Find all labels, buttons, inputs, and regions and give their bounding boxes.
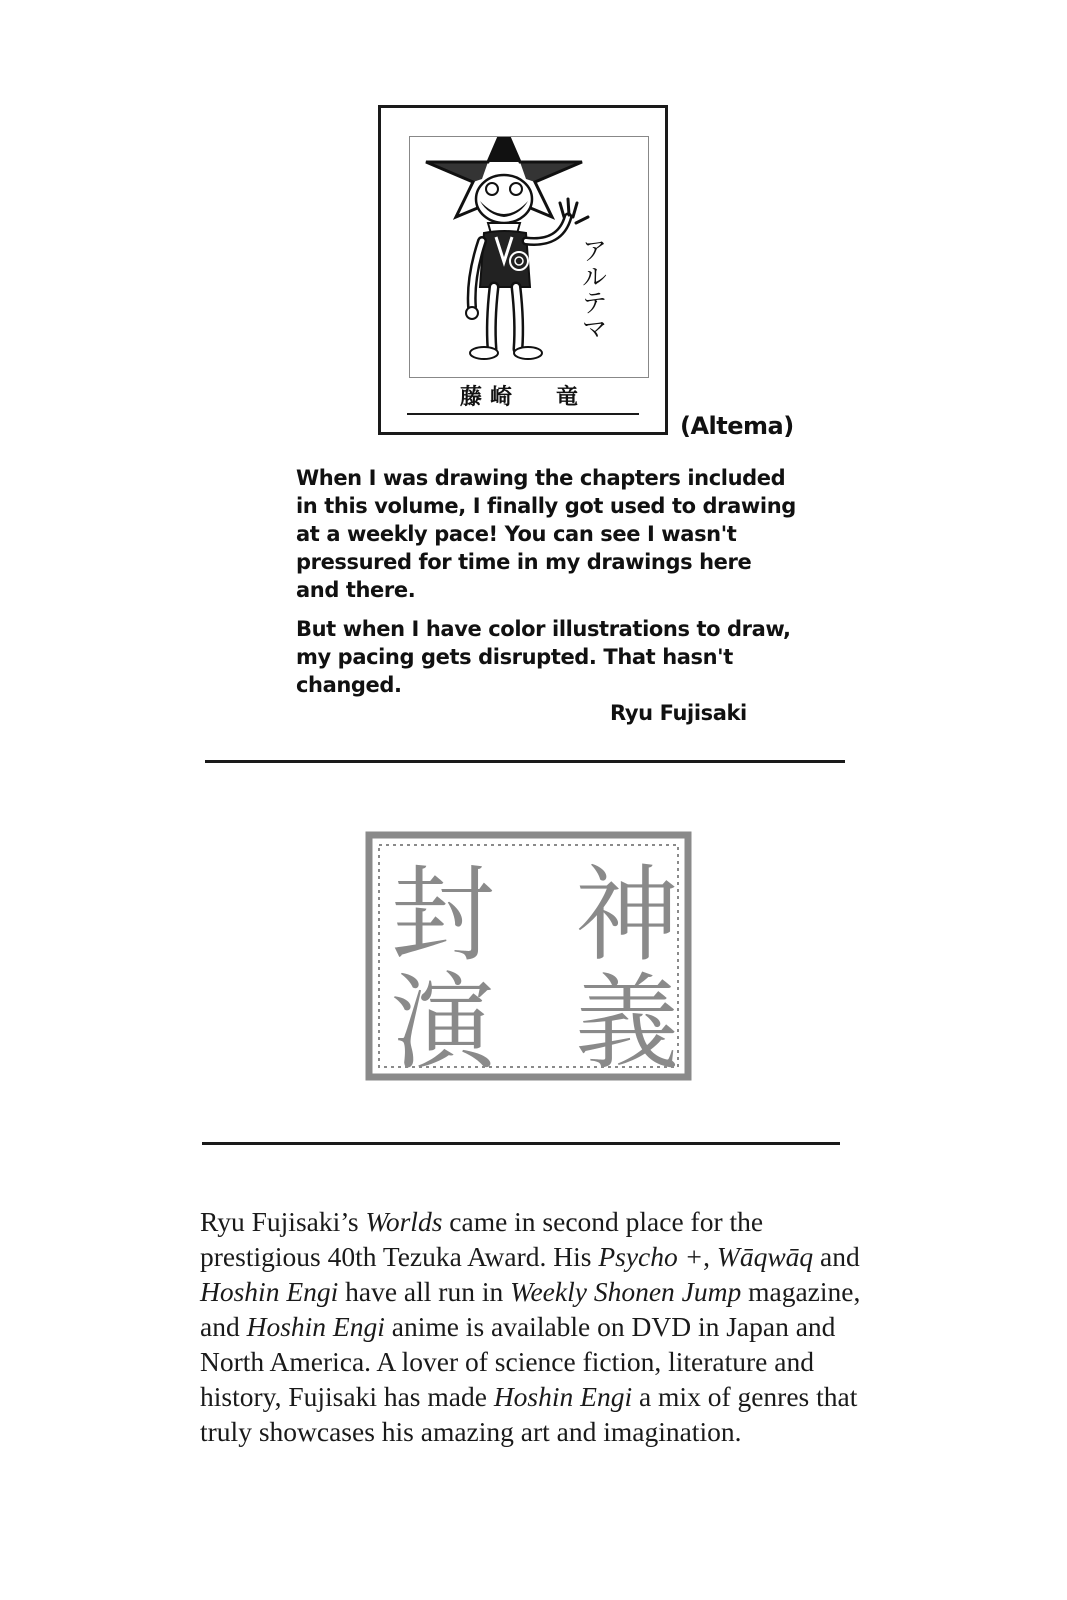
title-seal-stamp (365, 831, 692, 1081)
portrait-caption: (Altema) (680, 412, 794, 440)
author-name-char: 崎 (489, 384, 520, 410)
bio-text: magazine, and (200, 1276, 861, 1342)
author-name-japanese (381, 380, 665, 411)
seal-character: 封 (391, 854, 496, 976)
seal-character: 義 (575, 962, 680, 1081)
author-comment (296, 464, 796, 710)
author-portrait-inner-border (409, 136, 649, 378)
author-portrait-frame (378, 105, 668, 435)
name-underline (407, 413, 639, 415)
portrait-katakana: アルテマ (577, 237, 607, 341)
bio-title-waqwaq: Wāqwāq (716, 1241, 814, 1272)
bio-text: have all run in (338, 1276, 511, 1307)
bio-text: came in second place for the prestigious 40th Tezuka Award. His (200, 1206, 764, 1272)
seal-character: 神 (575, 854, 680, 976)
author-name-char: 藤 (459, 384, 490, 410)
divider (205, 760, 845, 763)
bio-title-hoshin-engi: Hoshin Engi (493, 1381, 633, 1412)
bio-title-psycho: Psycho + (598, 1241, 704, 1272)
comment-paragraph: But when I have color illustrations to draw, my pacing gets disrupted. That hasn't changed. (296, 617, 791, 697)
bio-text: and (813, 1241, 860, 1272)
bio-title-weekly-shonen-jump: Weekly Shonen Jump (510, 1276, 742, 1307)
bio-text: anime is available on DVD in Japan and North America. A lover of science fiction, literature and history, Fujisaki has made (200, 1311, 836, 1412)
divider (202, 1142, 840, 1145)
author-name-char: 竜 (556, 384, 587, 410)
comment-paragraph: When I was drawing the chapters included in this volume, I finally got used to drawing at a weekly pace! You can see I wasn't pressured for time in my drawings here and there. (296, 466, 796, 602)
bio-text: a mix of genres that truly showcases his amazing art and imagination. (200, 1381, 858, 1447)
bio-text: Ryu Fujisaki’s (200, 1206, 366, 1237)
seal-character: 演 (391, 962, 496, 1081)
author-biography (200, 1204, 870, 1449)
bio-title-hoshin-engi: Hoshin Engi (200, 1276, 339, 1307)
author-self-portrait-illustration (410, 137, 648, 377)
bio-title-hoshin-engi: Hoshin Engi (246, 1311, 385, 1342)
bio-title-worlds: Worlds (365, 1206, 443, 1237)
author-signature: Ryu Fujisaki (610, 701, 747, 725)
bio-text: , (703, 1241, 717, 1272)
